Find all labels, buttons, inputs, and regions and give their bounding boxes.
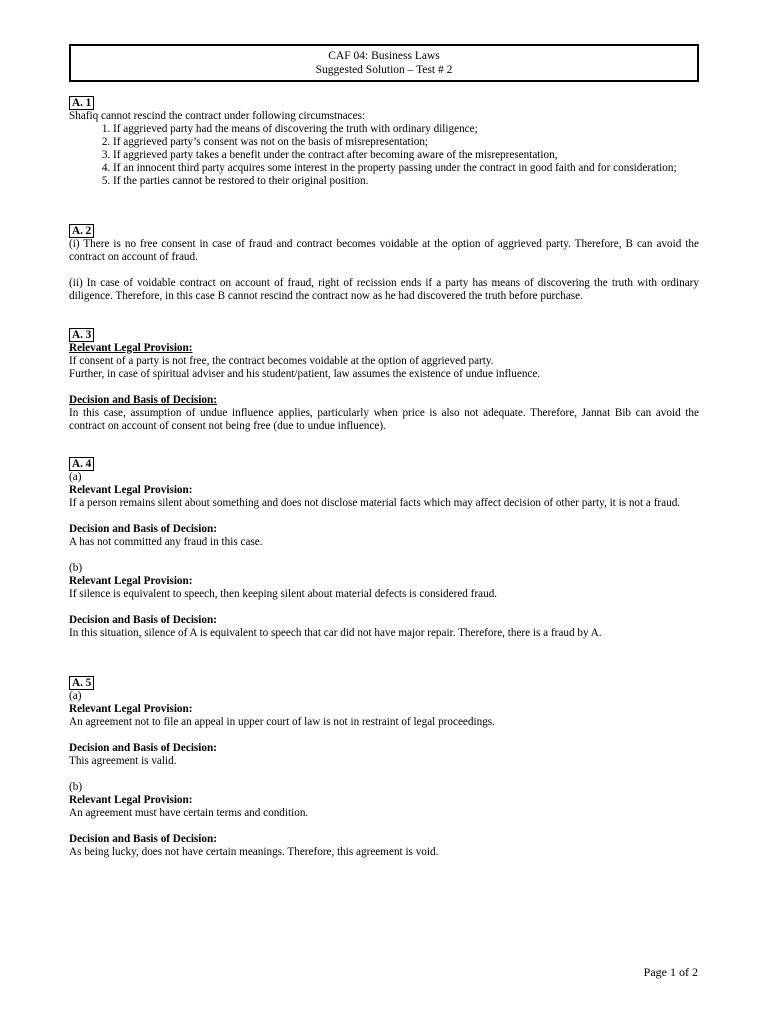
answer-3-paragraph-3: In this case, assumption of undue influence applies, particularly when price is also not adequate. Therefore, Jannat Bib can avoid the contract on account of consent not being free (due to undue influence).: [69, 407, 699, 432]
page-number: Page 1 of 2: [643, 965, 698, 979]
answer-3-paragraph-1: If consent of a party is not free, the contract becomes voidable at the option of aggrieved party.: [69, 355, 494, 367]
answer-label: A. 2: [69, 224, 94, 238]
answer-label: A. 1: [69, 96, 94, 110]
part-b-label: (b): [69, 562, 83, 574]
answer-label: A. 3: [69, 328, 94, 342]
answer-1: [69, 96, 699, 188]
answer-2: [69, 224, 699, 303]
answer-4a-decision: A has not committed any fraud in this case.: [69, 536, 263, 548]
answer-5b-provision: An agreement must have certain terms and condition.: [69, 807, 309, 819]
list-item: 3. If aggrieved party takes a benefit under the contract after becoming aware of the misrepresentation,: [113, 149, 699, 162]
answer-4: [69, 457, 699, 640]
answer-5: [69, 676, 699, 859]
answer-4a-provision: If a person remains silent about something and does not disclose material facts which may affect decision of other party, it is not a fraud.: [69, 497, 681, 509]
decision-heading: Decision and Basis of Decision:: [69, 742, 217, 754]
list-item: 2. If aggrieved party’s consent was not on the basis of misrepresentation;: [113, 136, 699, 149]
provision-heading: Relevant Legal Provision:: [69, 484, 193, 496]
answer-3: [69, 328, 699, 433]
answer-2-paragraph-2: (ii) In case of voidable contract on account of fraud, right of recission ends if a party has means of discovering the truth with ordinary diligence. Therefore, in this case B cannot rescind the contract now as he had discovered the truth before purchase.: [69, 277, 699, 302]
list-item: 5. If the parties cannot be restored to their original position.: [113, 175, 699, 188]
answer-5a-decision: This agreement is valid.: [69, 755, 177, 767]
document-page: [69, 44, 699, 858]
list-item: 1. If aggrieved party had the means of discovering the truth with ordinary diligence;: [113, 123, 699, 136]
answer-label: A. 4: [69, 457, 94, 471]
provision-heading: Relevant Legal Provision:: [69, 703, 193, 715]
answer-1-list: [69, 123, 699, 188]
answer-5b-decision: As being lucky, does not have certain meanings. Therefore, this agreement is void.: [69, 846, 439, 858]
provision-heading: Relevant Legal Provision:: [69, 575, 193, 587]
provision-heading: Relevant Legal Provision:: [69, 794, 193, 806]
title-box: [69, 44, 699, 82]
answer-3-paragraph-2: Further, in case of spiritual adviser and his student/patient, law assumes the existence of undue influence.: [69, 368, 541, 380]
part-b-label: (b): [69, 781, 83, 793]
answer-4b-provision: If silence is equivalent to speech, then keeping silent about material defects is considered fraud.: [69, 588, 498, 600]
provision-heading: Relevant Legal Provision:: [69, 342, 193, 354]
course-title: CAF 04: Business Laws: [328, 50, 440, 62]
answer-5a-provision: An agreement not to file an appeal in upper court of law is not in restraint of legal proceedings.: [69, 716, 495, 728]
decision-heading: Decision and Basis of Decision:: [69, 614, 217, 626]
list-item: 4. If an innocent third party acquires some interest in the property passing under the contract in good faith and for consideration;: [113, 162, 699, 175]
decision-heading: Decision and Basis of Decision:: [69, 394, 217, 406]
answer-4b-decision: In this situation, silence of A is equivalent to speech that car did not have major repair. Therefore, there is a fraud by A.: [69, 627, 602, 639]
part-a-label: (a): [69, 471, 82, 483]
document-subtitle: Suggested Solution – Test # 2: [315, 64, 453, 76]
answer-label: A. 5: [69, 676, 94, 690]
answer-2-paragraph-1: (i) There is no free consent in case of fraud and contract becomes voidable at the option of aggrieved party. Therefore, B can avoid the contract on account of fraud.: [69, 238, 699, 263]
decision-heading: Decision and Basis of Decision:: [69, 523, 217, 535]
decision-heading: Decision and Basis of Decision:: [69, 833, 217, 845]
part-a-label: (a): [69, 690, 82, 702]
answer-1-intro: Shafiq cannot rescind the contract under following circumstnaces:: [69, 110, 366, 122]
